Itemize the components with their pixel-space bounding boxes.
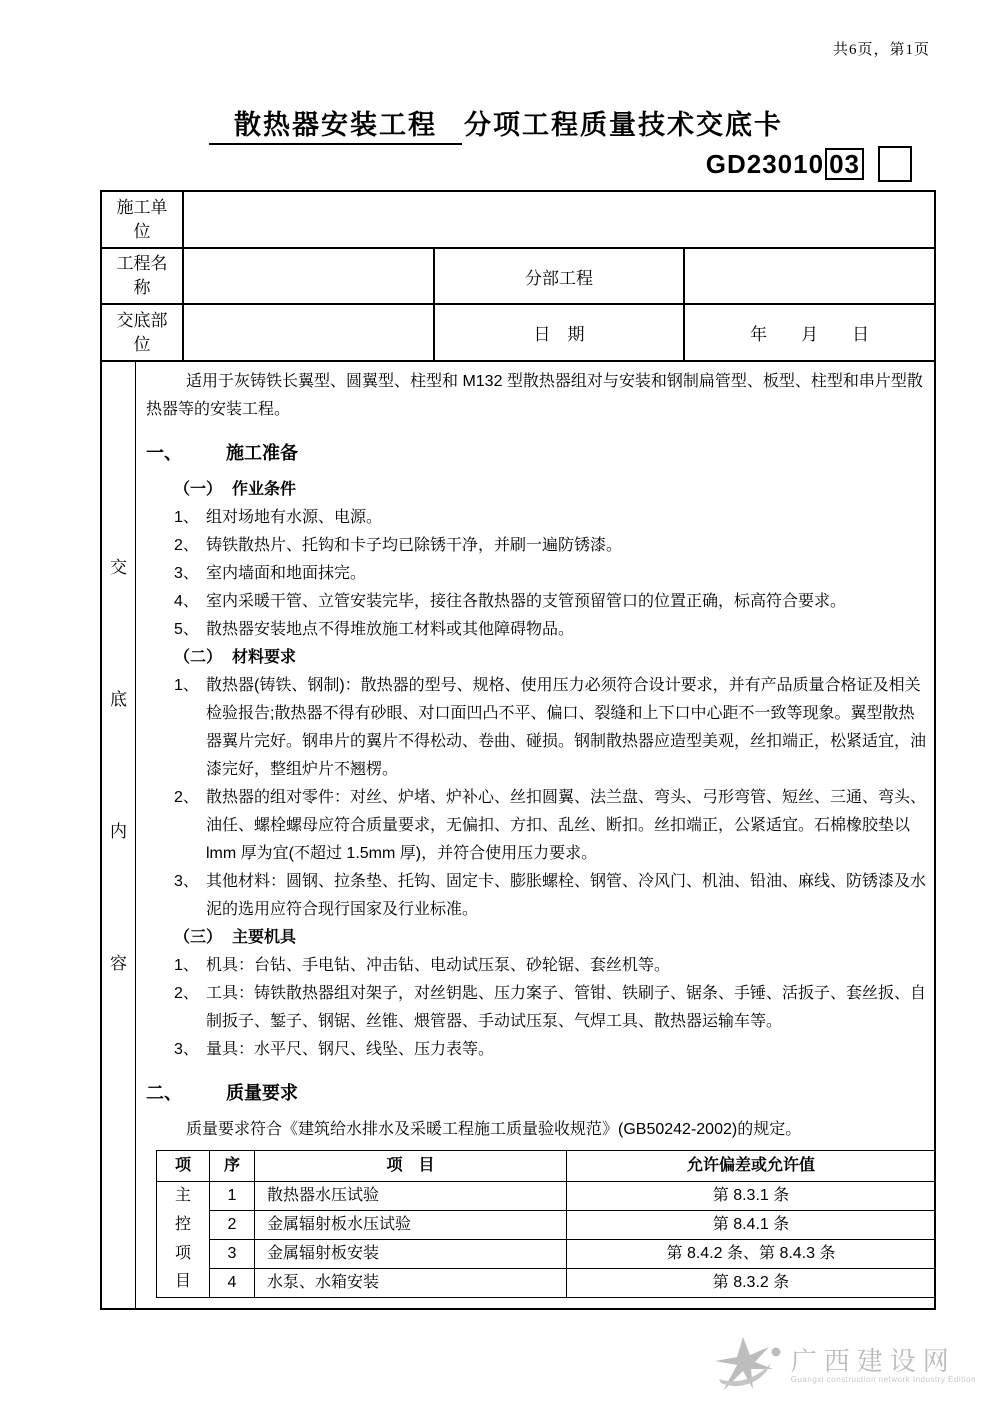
item-number: 2、	[174, 985, 199, 1002]
item-text: 散热器(铸铁、钢制)：散热器的型号、规格、使用压力必须符合设计要求，并有产品质量合格证及相关检验报告;散热器不得有砂眼、对口面凹凸不平、偏口、裂缝和上下口中心距不一致等现象。翼型散热器翼片完好。钢串片的翼片不得松动、卷曲、碰损。钢制散热器应造型美观，丝扣端正，松紧适宜，油漆完好，整组炉片不翘楞。	[206, 677, 927, 778]
project-name-value-cell	[183, 248, 434, 304]
value-cell: 第 8.4.1 条	[567, 1211, 935, 1240]
side-vertical-label	[102, 360, 136, 1308]
construction-unit-label-cell: 施工单位	[101, 191, 183, 248]
item-number: 3、	[174, 1041, 199, 1058]
list-item	[174, 588, 928, 616]
document-code-prefix: GD23010	[705, 148, 825, 179]
item-number: 2、	[174, 537, 199, 554]
item-text: 量具：水平尺、钢尺、线坠、压力表等。	[206, 1041, 495, 1058]
item-cell: 金属辐射板水压试验	[255, 1211, 567, 1240]
quality-requirements-table	[156, 1150, 934, 1298]
item-text: 散热器安装地点不得堆放施工材料或其他障碍物品。	[206, 621, 575, 638]
list-item	[174, 784, 928, 868]
col-header-item: 项 目	[255, 1151, 567, 1182]
watermark-text	[791, 1347, 976, 1385]
watermark-cn: 广西建设网	[790, 1346, 956, 1376]
section-heading-1	[146, 440, 928, 466]
subsection-heading-1-3: （三） 主要机具	[174, 929, 297, 946]
document-code	[706, 146, 912, 182]
project-name-label-cell: 工程名称	[101, 248, 183, 304]
header-form-table	[100, 190, 936, 362]
table-row	[157, 1240, 935, 1269]
item-cell: 水泵、水箱安装	[255, 1269, 567, 1298]
value-cell: 第 8.3.1 条	[567, 1182, 935, 1211]
side-label-char: 容	[110, 954, 127, 973]
construction-unit-value-cell	[183, 191, 935, 248]
item-text: 组对场地有水源、电源。	[206, 509, 383, 526]
list-item	[174, 532, 928, 560]
disclosure-content	[136, 360, 934, 1308]
item-number: 5、	[174, 621, 199, 638]
table-row	[157, 1269, 935, 1298]
item-number: 3、	[174, 565, 199, 582]
subsection-heading-1-2: （二） 材料要求	[174, 649, 297, 666]
list-item	[174, 868, 928, 924]
item-number: 1、	[174, 957, 199, 974]
seq-cell: 3	[210, 1240, 255, 1269]
side-label-char: 底	[110, 690, 127, 709]
table-row	[157, 1211, 935, 1240]
section-title: 施工准备	[226, 443, 298, 463]
item-text: 室内采暖干管、立管安装完毕，接往各散热器的支管预留管口的位置正确，标高符合要求。	[206, 593, 847, 610]
subsection-heading-1-1: （一） 作业条件	[174, 481, 297, 498]
date-label-cell: 日 期	[434, 304, 685, 361]
seq-cell: 2	[210, 1211, 255, 1240]
scope-paragraph: 适用于灰铸铁长翼型、圆翼型、柱型和 M132 型散热器组对与安装和钢制扁管型、板型、柱型和串片型散热器等的安装工程。	[146, 373, 923, 418]
side-label-char: 交	[110, 558, 127, 577]
date-value-cell: 年 月 日	[684, 304, 935, 361]
list-item	[174, 1036, 928, 1064]
section-number: 一、	[146, 443, 182, 463]
table-header-row	[157, 1151, 935, 1182]
title-underlined-part: 散热器安装工程	[209, 110, 462, 145]
item-cell: 金属辐射板安装	[255, 1240, 567, 1269]
star-logo-icon	[713, 1335, 785, 1397]
seq-cell: 4	[210, 1269, 255, 1298]
section-number: 二、	[146, 1083, 182, 1103]
sub-project-label-cell: 分部工程	[434, 248, 685, 304]
item-number: 3、	[174, 873, 199, 890]
item-number: 4、	[174, 593, 199, 610]
item-text: 室内墙面和地面抹完。	[206, 565, 367, 582]
document-code-empty-checkbox	[878, 146, 912, 182]
item-cell: 散热器水压试验	[255, 1182, 567, 1211]
list-item	[174, 616, 928, 644]
item-text: 工具：铸铁散热器组对架子，对丝钥匙、压力案子、管钳、铁刷子、锯条、手锤、活扳子、套丝扳、自制扳子、錾子、钢锯、丝锥、煨管器、手动试压泵、气焊工具、散热器运输车等。	[206, 985, 927, 1030]
sub-project-value-cell	[684, 248, 935, 304]
watermark-en: Guangxi construction network Industry Edition	[790, 1375, 976, 1384]
item-text: 散热器的组对零件：对丝、炉堵、炉补心、丝扣圆翼、法兰盘、弯头、弓形弯管、短丝、三通、弯头、油任、螺栓螺母应符合质量要求，无偏扣、方扣、乱丝、断扣。丝扣端正，公紧适宜。石棉橡胶垫以 lmm 厚为宜(不超过 1.5mm 厚)，并符合使用压力要求。	[206, 789, 927, 862]
col-header-seq: 序	[210, 1151, 255, 1182]
site-watermark	[713, 1335, 976, 1397]
item-number: 2、	[174, 789, 199, 806]
list-item	[174, 560, 928, 588]
group-label-cell: 主 控 项 目	[157, 1182, 210, 1298]
seq-cell: 1	[210, 1182, 255, 1211]
item-text: 铸铁散热片、托钩和卡子均已除锈干净，并刷一遍防锈漆。	[206, 537, 623, 554]
item-number: 1、	[174, 677, 199, 694]
title-rest-part: 分项工程质量技术交底卡	[464, 110, 783, 140]
section-heading-2	[146, 1080, 928, 1106]
disclosure-part-label-cell: 交底部位	[101, 304, 183, 361]
section-title: 质量要求	[226, 1083, 298, 1103]
value-cell: 第 8.4.2 条、第 8.4.3 条	[567, 1240, 935, 1269]
page-indicator: 共6页，第1页	[832, 42, 930, 58]
col-header-allowed: 允许偏差或允许值	[567, 1151, 935, 1182]
item-text: 其他材料：圆钢、拉条垫、托钩、固定卡、膨胀螺栓、钢管、冷风门、机油、铅油、麻线、防锈漆及水泥的选用应符合现行国家及行业标准。	[206, 873, 927, 918]
item-number: 1、	[174, 509, 199, 526]
list-item	[174, 952, 928, 980]
item-text: 机具：台钻、手电钻、冲击钻、电动试压泵、砂轮锯、套丝机等。	[206, 957, 671, 974]
list-item	[174, 504, 928, 532]
disclosure-content-box	[100, 360, 936, 1310]
disclosure-part-value-cell	[183, 304, 434, 361]
value-cell: 第 8.3.2 条	[567, 1269, 935, 1298]
quality-standard-paragraph: 质量要求符合《建筑给水排水及采暖工程施工质量验收规范》(GB50242-2002)的规定。	[186, 1121, 802, 1138]
table-row	[157, 1182, 935, 1211]
list-item	[174, 672, 928, 784]
list-item	[174, 980, 928, 1036]
document-code-boxed-digits: 03	[825, 148, 864, 181]
page-title	[0, 103, 992, 142]
side-label-char: 内	[110, 822, 127, 841]
col-header-group: 项	[157, 1151, 210, 1182]
